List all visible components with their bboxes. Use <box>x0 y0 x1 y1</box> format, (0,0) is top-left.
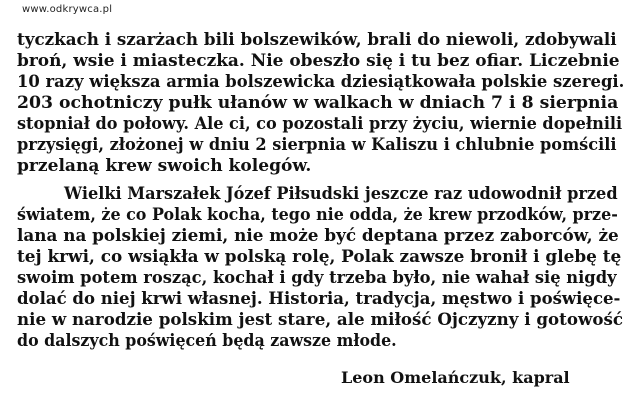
text-line: przysięgi, złożonej w dniu 2 sierpnia w Kaliszu i chlubnie pomścili <box>17 135 617 155</box>
text-line: Wielki Marszałek Józef Piłsudski jeszcze raz udowodnił przed <box>64 184 618 204</box>
text-line: broń, wsie i miasteczka. Nie obeszło się i tu bez ofiar. Liczebnie <box>17 51 620 71</box>
text-line: lana na polskiej ziemi, nie może być deptana przez zaborców, że <box>17 226 619 246</box>
signature: Leon Omelańczuk, kapral <box>341 368 570 387</box>
text-line: 10 razy większa armia bolszewicka dziesiątkowała polskie szeregi. <box>17 72 625 92</box>
text-line: światem, że co Polak kocha, tego nie odda, że krew przodków, prze- <box>17 205 618 225</box>
text-line: nie w narodzie polskim jest stare, ale miłość Ojczyzny i gotowość <box>17 310 623 330</box>
text-line: dolać do niej krwi własnej. Historia, tradycja, męstwo i poświęce- <box>17 289 621 309</box>
text-line: tyczkach i szarżach bili bolszewików, brali do niewoli, zdobywali <box>17 30 617 50</box>
text-line: 203 ochotniczy pułk ułanów w walkach w dniach 7 i 8 sierpnia <box>17 93 619 113</box>
watermark: www.odkrywca.pl <box>22 4 113 15</box>
text-line: swoim potem rosząc, kochał i gdy trzeba było, nie wahał się nigdy <box>17 268 617 288</box>
text-line: stopniał do połowy. Ale ci, co pozostali przy życiu, wiernie dopełnili <box>17 114 623 134</box>
text-line: tej krwi, co wsiąkła w polską rolę, Polak zawsze bronił i glebę tę <box>17 247 622 267</box>
text-line: przelaną krew swoich kolegów. <box>17 156 312 176</box>
text-line: do dalszych poświęceń będą zawsze młode. <box>17 331 397 351</box>
